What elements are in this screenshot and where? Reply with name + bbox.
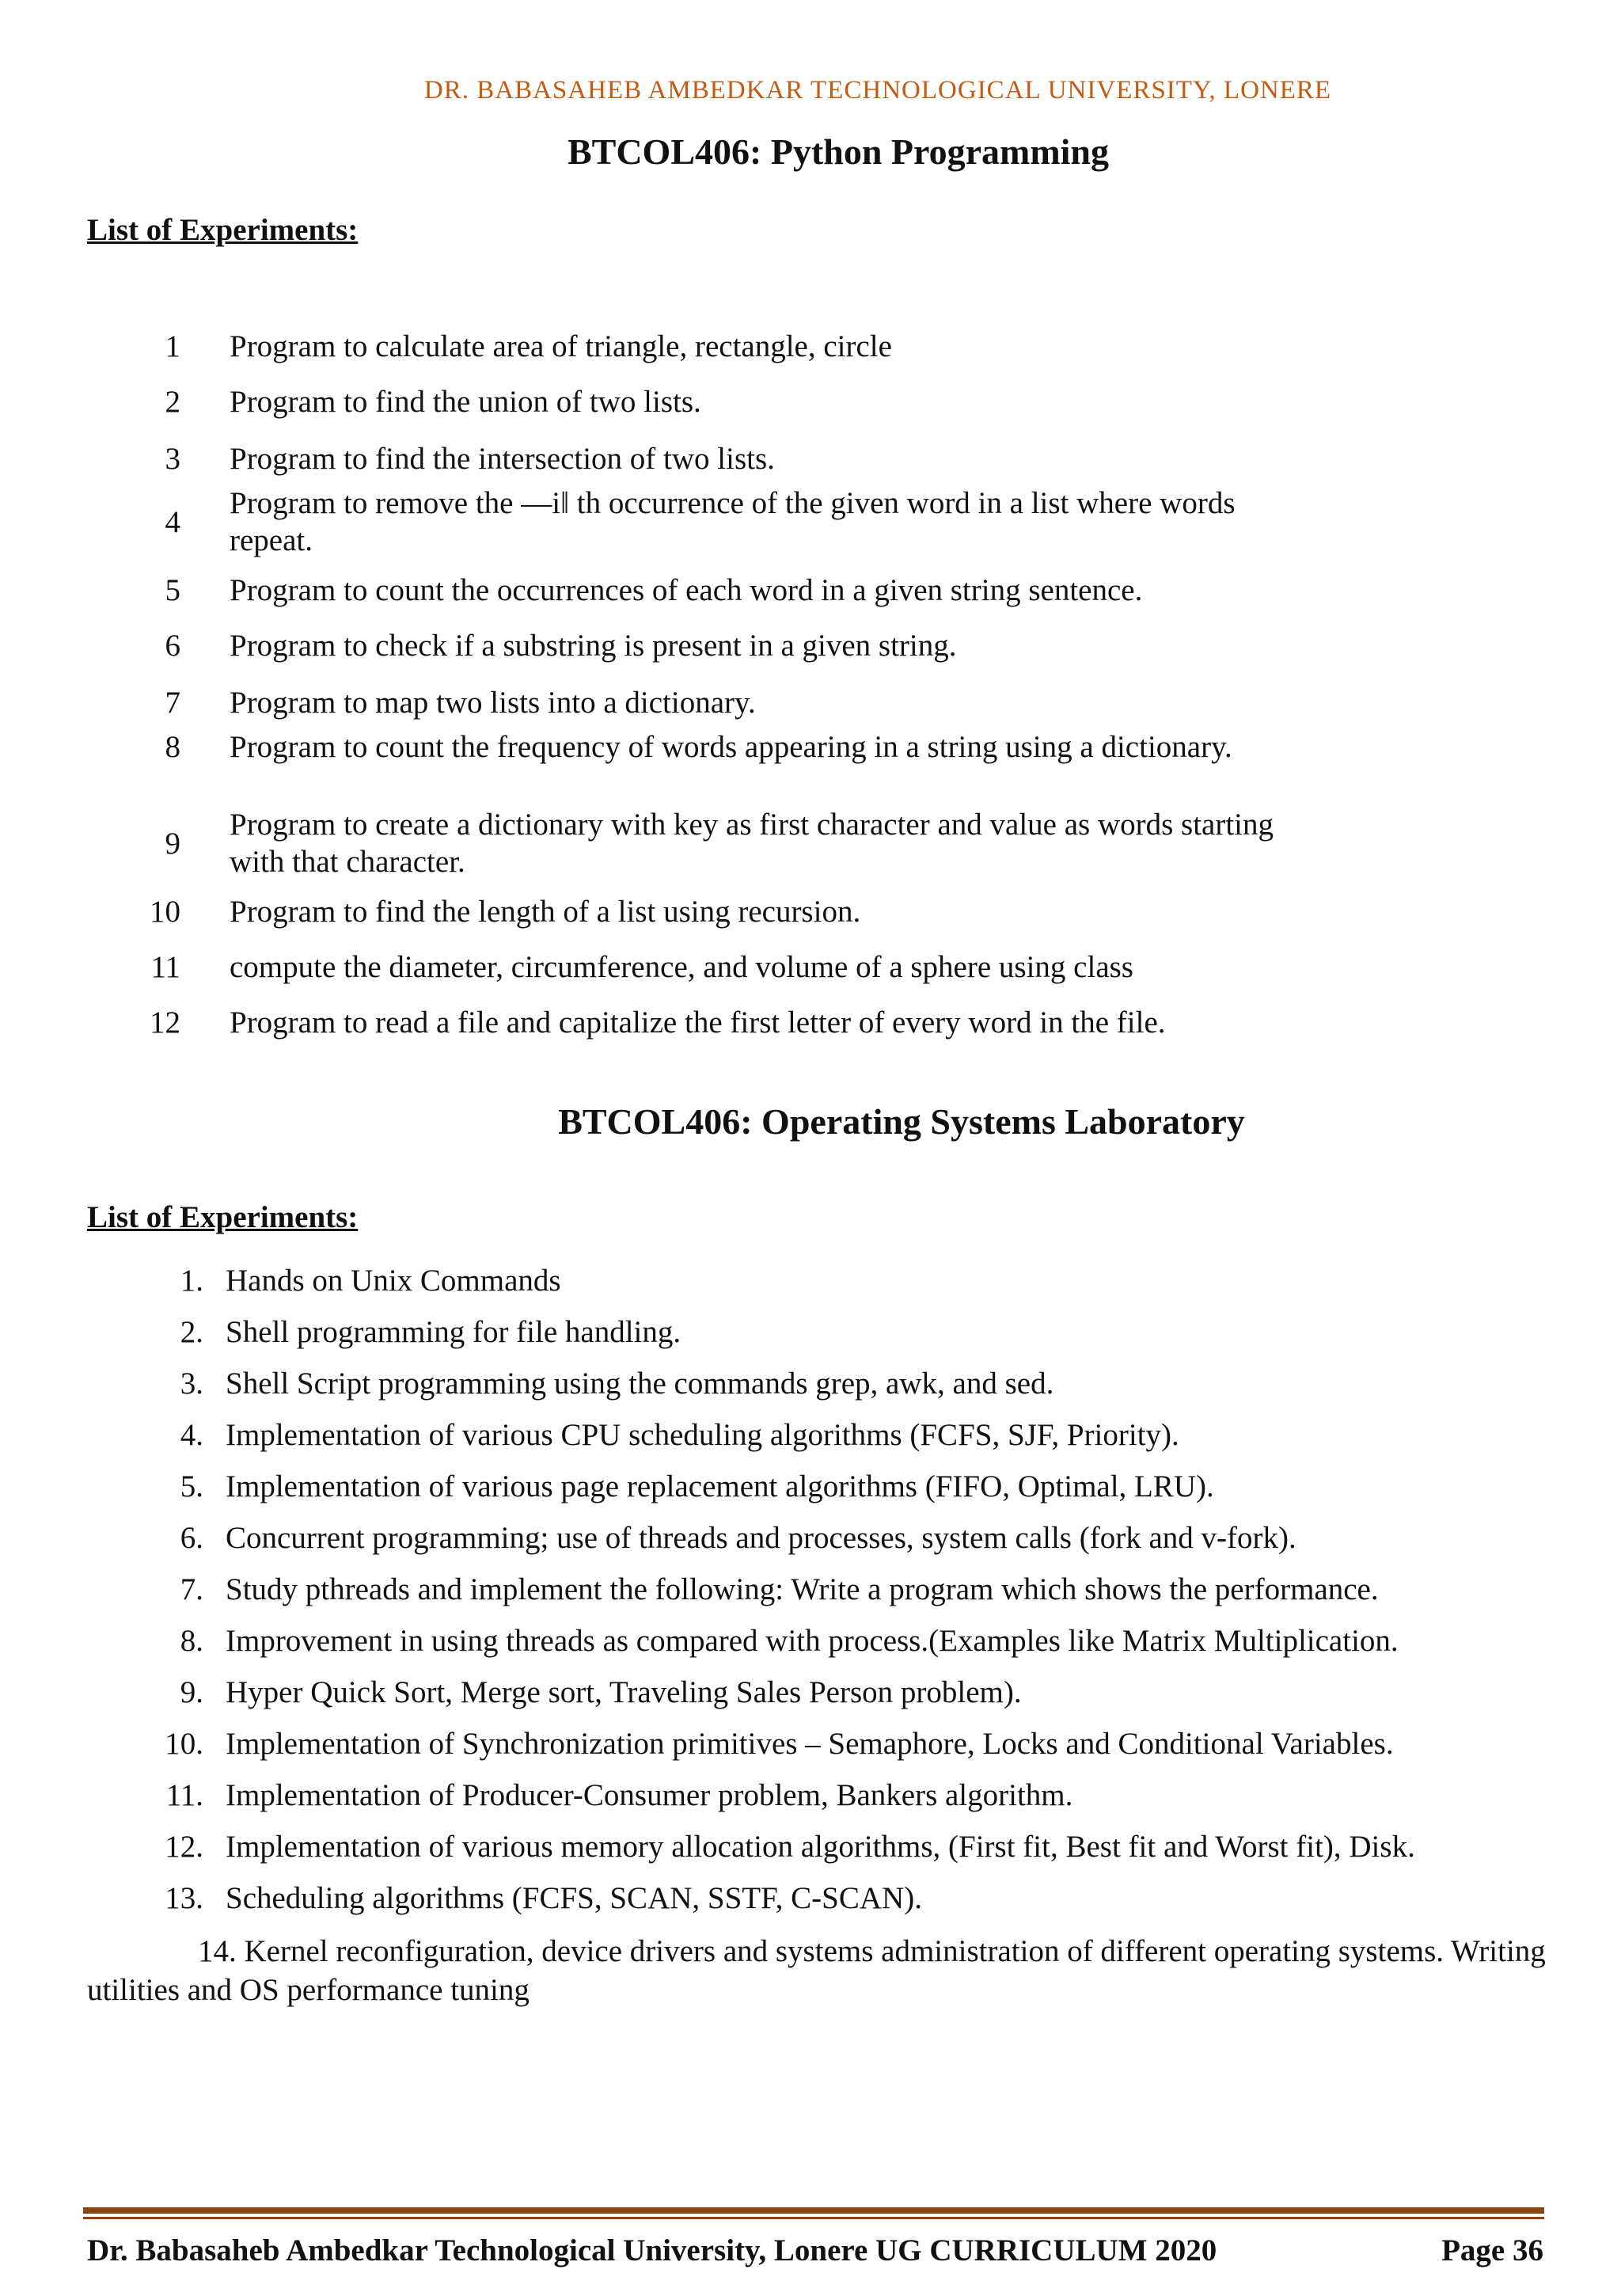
list-item: 3. Shell Script programming using the commands grep, awk, and sed. xyxy=(180,1367,1054,1401)
list-item: 6. Concurrent programming; use of threads and processes, system calls (fork and v-fork). xyxy=(180,1521,1296,1555)
list-item: 11 compute the diameter, circumference, and volume of a sphere using class xyxy=(150,950,1133,984)
list-item: 3 Program to find the intersection of two lists. xyxy=(165,442,775,476)
python-list-label: List of Experiments: xyxy=(87,213,359,247)
list-item: 1 Program to calculate area of triangle, rectangle, circle xyxy=(165,329,892,363)
os-section-title: BTCOL406: Operating Systems Laboratory xyxy=(558,1101,1245,1142)
list-item: 8 Program to count the frequency of words appearing in a string using a dictionary. xyxy=(165,730,1232,764)
list-item: 12 Program to read a file and capitalize the first letter of every word in the file. xyxy=(150,1005,1166,1040)
os-list-label: List of Experiments: xyxy=(87,1200,359,1234)
list-item: 5 Program to count the occurrences of each word in a given string sentence. xyxy=(165,573,1143,607)
list-item: 2. Shell programming for file handling. xyxy=(180,1315,681,1349)
list-item: 13. Scheduling algorithms (FCFS, SCAN, SSTF, C-SCAN). xyxy=(165,1881,922,1915)
university-header: DR. BABASAHEB AMBEDKAR TECHNOLOGICAL UNIVERSITY, LONERE xyxy=(423,76,1332,105)
list-item: 4 Program to remove the ―i‖ th occurrence of the given word in a list where words repeat. xyxy=(165,486,1236,557)
list-item: 5. Implementation of various page replacement algorithms (FIFO, Optimal, LRU). xyxy=(180,1469,1214,1503)
list-item: 12. Implementation of various memory allocation algorithms, (First fit, Best fit and Worst fit), Disk. xyxy=(165,1830,1415,1864)
footer-rule-thin xyxy=(83,2217,1544,2219)
python-section-title: BTCOL406: Python Programming xyxy=(567,131,1110,172)
page-number: Page 36 xyxy=(1441,2233,1543,2267)
list-item: 1. Hands on Unix Commands xyxy=(180,1264,561,1298)
list-item: 2 Program to find the union of two lists. xyxy=(165,385,701,419)
list-item: 4. Implementation of various CPU scheduling algorithms (FCFS, SJF, Priority). xyxy=(180,1418,1179,1452)
list-item: 9. Hyper Quick Sort, Merge sort, Traveling Sales Person problem). xyxy=(180,1675,1022,1709)
list-item: 7 Program to map two lists into a dictionary. xyxy=(165,686,756,720)
list-item: 6 Program to check if a substring is present in a given string. xyxy=(165,629,957,663)
list-item: 8. Improvement in using threads as compared with process.(Examples like Matrix Multiplication. xyxy=(180,1624,1399,1658)
list-item: 10 Program to find the length of a list using recursion. xyxy=(150,895,861,929)
os-last-item: 14. Kernel reconfiguration, device drivers and systems administration of different operating systems. Writing utilities and OS performance tuning xyxy=(87,1934,1546,2007)
list-item: 11. Implementation of Producer-Consumer problem, Bankers algorithm. xyxy=(165,1778,1073,1812)
list-item: 9 Program to create a dictionary with key as first character and value as words starting with that character. xyxy=(165,808,1274,879)
list-item: 10. Implementation of Synchronization primitives – Semaphore, Locks and Conditional Variables. xyxy=(165,1727,1394,1761)
page-footer xyxy=(87,2233,1543,2268)
footer-rule xyxy=(83,2207,1544,2214)
footer-university: Dr. Babasaheb Ambedkar Technological University, Lonere UG CURRICULUM 2020 xyxy=(87,2233,1217,2267)
list-item: 7. Study pthreads and implement the following: Write a program which shows the performance. xyxy=(180,1572,1379,1606)
